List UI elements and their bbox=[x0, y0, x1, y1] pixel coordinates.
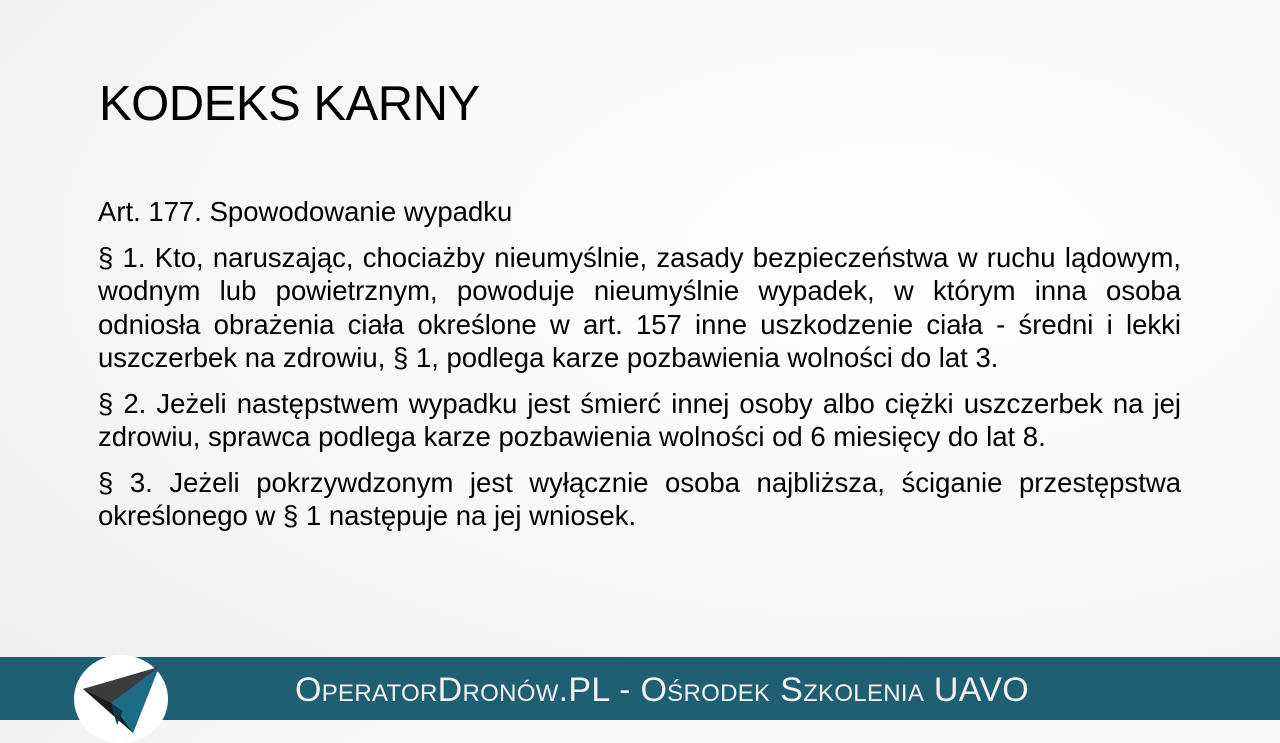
paper-plane-icon bbox=[71, 653, 171, 743]
slide-title: KODEKS KARNY bbox=[99, 77, 480, 131]
paragraph-2: § 2. Jeżeli następstwem wypadku jest śmierć innej osoby albo ciężki uszczerbek na jej zdrowiu, sprawca podlega karze pozbawienia wolności od 6 miesięcy do lat 8. bbox=[98, 387, 1181, 452]
paragraph-1: § 1. Kto, naruszając, chociażby nieumyślnie, zasady bezpieczeństwa w ruchu lądowym, wodnym lub powietrznym, powoduje nieumyślnie wypadek, w którym inna osoba odniosła obrażenia ciała określone w art. 157 inne uszkodzenie ciała - średni i lekki uszczerbek na zdrowiu, § 1, podlega karze pozbawienia wolności do lat 3. bbox=[98, 241, 1181, 373]
slide-content bbox=[98, 195, 1181, 545]
footer-text: OperatorDronów.PL - Ośrodek Szkolenia UAVO bbox=[295, 671, 1029, 709]
paragraph-3: § 3. Jeżeli pokrzywdzonym jest wyłącznie osoba najbliższa, ściganie przestępstwa określonego w § 1 następuje na jej wniosek. bbox=[98, 466, 1181, 531]
article-heading: Art. 177. Spowodowanie wypadku bbox=[98, 196, 513, 227]
